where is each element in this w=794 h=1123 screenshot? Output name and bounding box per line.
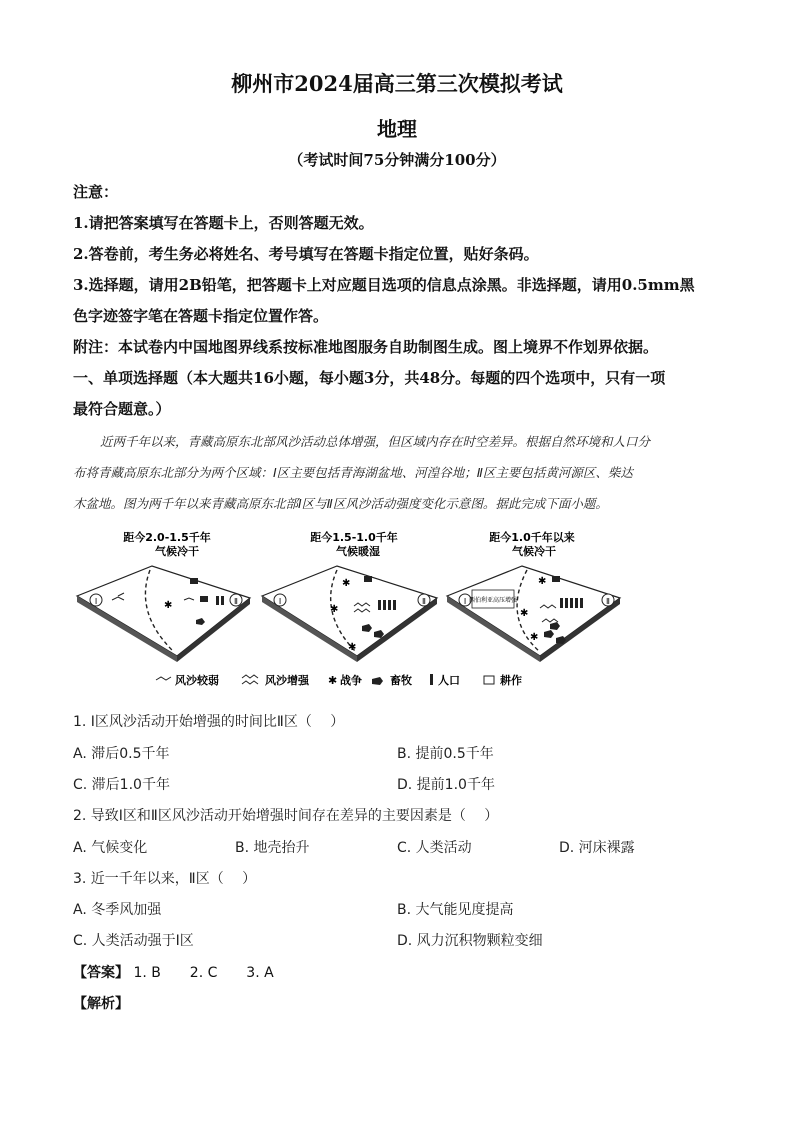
answer-1: 1. B xyxy=(133,965,161,981)
svg-text:✱: ✱ xyxy=(520,608,529,619)
panel-1-zone-ii: Ⅱ xyxy=(234,597,238,606)
figure-legend xyxy=(156,673,522,687)
question-3-option-a[interactable]: A. 冬季风加强 xyxy=(73,902,162,918)
svg-text:✱: ✱ xyxy=(342,578,351,589)
legend-farming: 耕作 xyxy=(500,674,522,687)
svg-text:✱: ✱ xyxy=(164,600,173,611)
siberian-high-callout: 西伯利亚高压增强 xyxy=(468,597,518,604)
question-2-option-c[interactable]: C. 人类活动 xyxy=(397,840,472,856)
legend-livestock: 畜牧 xyxy=(390,674,412,687)
notice-item-2: 2.答卷前，考生务必将姓名、考号填写在答题卡指定位置，贴好条码。 xyxy=(73,245,539,263)
svg-text:✱: ✱ xyxy=(330,604,339,615)
panel-2-zone-i: Ⅰ xyxy=(278,597,282,606)
svg-text:✱: ✱ xyxy=(530,632,539,643)
analysis-line xyxy=(73,993,129,1013)
panel-2-period: 距今1.5-1.0千年 xyxy=(310,531,398,544)
sand-activity-figure xyxy=(72,528,732,698)
livestock-icon xyxy=(372,677,383,685)
panel-3-climate: 气候冷干 xyxy=(512,545,556,558)
analysis-label: 【解析】 xyxy=(73,996,129,1012)
answer-2: 2. C xyxy=(189,965,218,981)
question-1-option-a[interactable]: A. 滞后0.5千年 xyxy=(73,746,170,762)
farming-icon xyxy=(484,676,494,684)
svg-text:✱: ✱ xyxy=(348,642,357,653)
question-1-stem: 1. Ⅰ区风沙活动开始增强的时间比Ⅱ区（ ） xyxy=(73,714,345,730)
panel-3-map xyxy=(447,566,620,662)
answer-3: 3. A xyxy=(246,965,274,981)
notice-item-1: 1.请把答案填写在答题卡上，否则答题无效。 xyxy=(73,214,374,232)
answer-label: 【答案】 xyxy=(73,965,129,981)
notice-label: 注意： xyxy=(73,183,119,201)
legend-weak-sand: 风沙较弱 xyxy=(175,674,219,687)
notice-item-3: 3.选择题，请用2B铅笔，把答题卡上对应题目选项的信息点涂黑。非选择题，请用0.5mm黑 xyxy=(73,276,695,294)
question-3-stem: 3. 近一千年以来，Ⅱ区（ ） xyxy=(73,871,257,887)
panel-1-period: 距今2.0-1.5千年 xyxy=(123,531,211,544)
panel-1-climate: 气候冷干 xyxy=(155,545,199,558)
question-3-option-c[interactable]: C. 人类活动强于Ⅰ区 xyxy=(73,933,194,949)
notice-item-3-cont: 色字迹签字笔在答题卡指定位置作答。 xyxy=(73,307,329,325)
question-3-option-d[interactable]: D. 风力沉积物颗粒变细 xyxy=(397,933,543,949)
section-heading-cont: 最符合题意。） xyxy=(73,400,171,418)
intro-line-1: 近两千年以来，青藏高原东北部风沙活动总体增强，但区域内存在时空差异。根据自然环境和人口分 xyxy=(100,434,651,449)
panel-2-climate: 气候暖湿 xyxy=(336,545,380,558)
question-2-option-d[interactable]: D. 河床裸露 xyxy=(559,840,635,856)
intro-line-3: 木盆地。图为两千年以来青藏高原东北部Ⅰ区与Ⅱ区风沙活动强度变化示意图。据此完成下面小题。 xyxy=(73,496,608,511)
war-icon: ✱ xyxy=(328,674,338,687)
subject-title: 地理 xyxy=(377,117,417,141)
exam-title: 柳州市2024届高三第三次模拟考试 xyxy=(231,71,563,96)
panel-2-zone-ii: Ⅱ xyxy=(422,597,426,606)
question-2-option-b[interactable]: B. 地壳抬升 xyxy=(235,840,310,856)
panel-3-period: 距今1.0千年以来 xyxy=(489,531,575,544)
panel-1-map xyxy=(77,566,250,662)
question-2-option-a[interactable]: A. 气候变化 xyxy=(73,840,148,856)
question-2-stem: 2. 导致Ⅰ区和Ⅱ区风沙活动开始增强时间存在差异的主要因素是（ ） xyxy=(73,808,499,824)
question-1-option-c[interactable]: C. 滞后1.0千年 xyxy=(73,777,170,793)
question-1-option-b[interactable]: B. 提前0.5千年 xyxy=(397,746,494,762)
panel-3-zone-i: Ⅰ xyxy=(463,597,467,606)
population-icon xyxy=(430,674,433,685)
question-1-option-d[interactable]: D. 提前1.0千年 xyxy=(397,777,495,793)
strong-sand-icon xyxy=(242,675,258,684)
panel-3-zone-ii: Ⅱ xyxy=(606,597,610,606)
panel-1-zone-i: Ⅰ xyxy=(94,597,98,606)
answer-line xyxy=(73,962,274,982)
weak-sand-icon xyxy=(156,677,171,680)
legend-population: 人口 xyxy=(438,674,460,687)
svg-text:✱: ✱ xyxy=(538,576,547,587)
section-heading: 一、单项选择题（本大题共16小题，每小题3分，共48分。每题的四个选项中，只有一项 xyxy=(73,369,666,387)
legend-strong-sand: 风沙增强 xyxy=(265,674,309,687)
appendix-note: 附注：本试卷内中国地图界线系按标准地图服务自助制图生成。图上境界不作划界依据。 xyxy=(73,338,659,356)
intro-line-2: 布将青藏高原东北部分为两个区域：Ⅰ区主要包括青海湖盆地、河湟谷地；Ⅱ区主要包括黄河源区、柴达 xyxy=(73,465,633,480)
question-3-option-b[interactable]: B. 大气能见度提高 xyxy=(397,902,514,918)
panel-2-map xyxy=(262,566,437,662)
exam-info: （考试时间75分钟满分100分） xyxy=(288,151,506,169)
legend-war: 战争 xyxy=(340,674,362,687)
